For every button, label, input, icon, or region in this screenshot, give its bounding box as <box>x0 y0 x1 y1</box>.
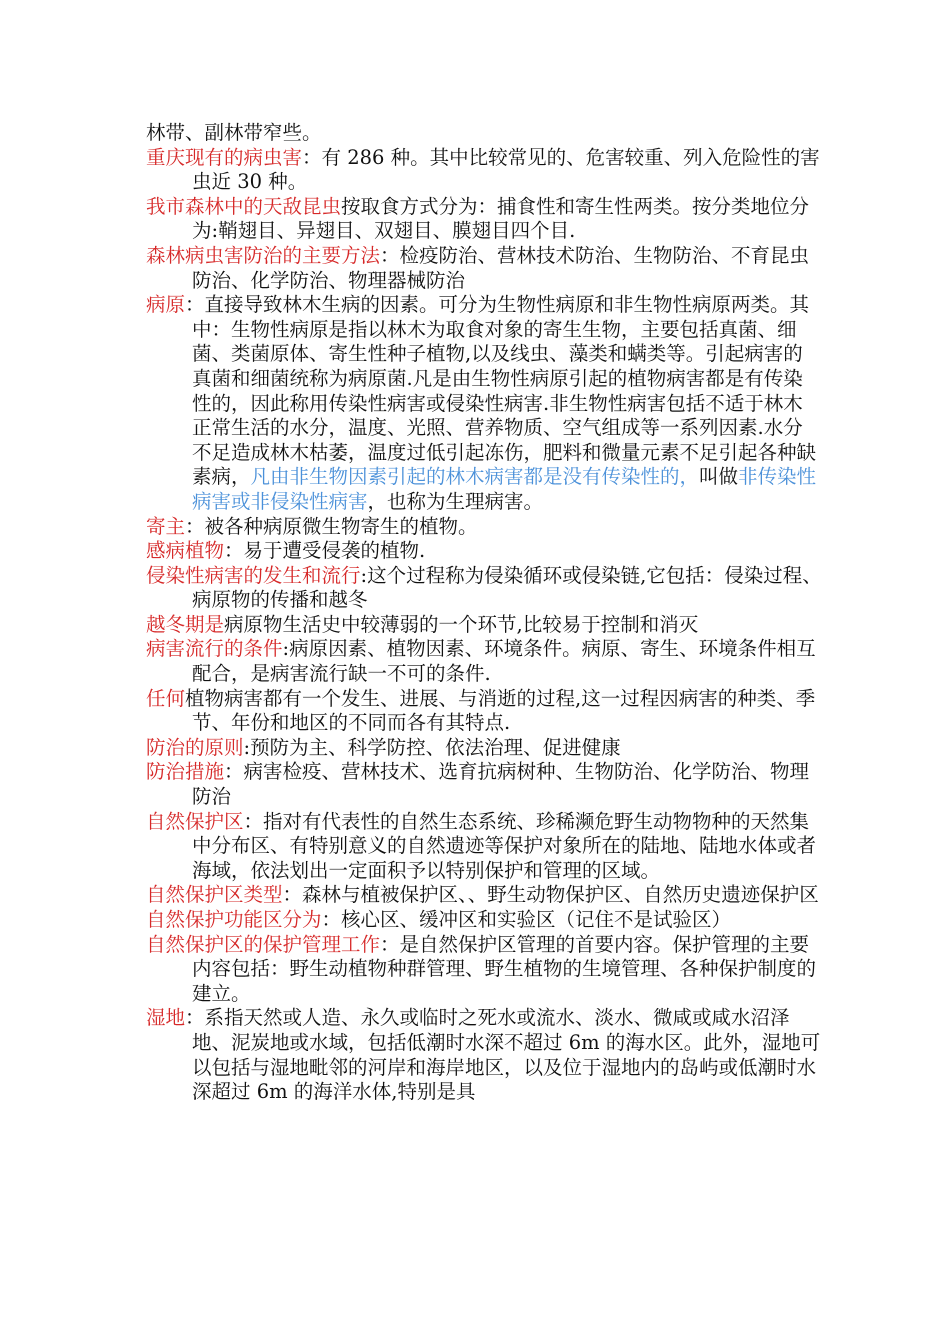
entry-natural-enemies <box>146 195 822 244</box>
entry-nature-reserve <box>146 810 822 884</box>
entry-term: 自然保护区的保护管理工作 <box>146 932 381 956</box>
entry-text: 按取食方式分为：捕食性和寄生性两类。按分类地位分为:鞘翅目、异翅目、双翅目、膜翅目四个目. <box>192 194 810 243</box>
entry-control-methods <box>146 244 822 293</box>
entry-text-tail: ，也称为生理病害。 <box>367 489 544 513</box>
entry-reserve-types <box>146 883 822 908</box>
entry-text: 林带、副林带窄些。 <box>146 121 322 144</box>
entry-term: 感病植物 <box>146 539 225 563</box>
entry-infection-cycle <box>146 564 822 613</box>
entry-any-disease <box>146 687 822 736</box>
entry-text: ：检疫防治、营林技术防治、生物防治、不育昆虫防治、化学防治、物理器械防治 <box>192 243 810 292</box>
entry-term: 森林病虫害防治的主要方法 <box>146 243 381 267</box>
entry-pests <box>146 146 822 195</box>
entry-term: 病原 <box>146 293 186 317</box>
entry-highlight: 非传染性病害或非侵染性病害 <box>192 465 817 513</box>
entry-text: :预防为主、科学防控、依法治理、促进健康 <box>243 735 621 759</box>
entry-term: 病害流行的条件 <box>146 637 283 661</box>
entry-control-principles <box>146 736 822 761</box>
entry-term: 越冬期是 <box>146 612 225 636</box>
entry-term: 重庆现有的病虫害 <box>146 145 303 169</box>
entry-text: :病原因素、植物因素、环境条件。病原、寄生、环境条件相互配合，是病害流行缺一不可的条件. <box>192 637 816 686</box>
entry-susceptible-plant <box>146 539 822 564</box>
entry-overwintering <box>146 613 822 638</box>
document-body <box>146 121 822 1105</box>
entry-text: ：指对有代表性的自然生态系统、珍稀濒危野生动物物种的天然集中分布区、有特别意义的自然遗迹等保护对象所在的陆地、陆地水体或者海域，依法划出一定面积予以特别保护和管理的区域。 <box>192 809 817 882</box>
entry-text-mid: 叫做 <box>699 465 739 489</box>
entry-text: ：直接导致林木生病的因素。可分为生物性病原和非生物性病原两类。其中：生物性病原是指以林木为取食对象的寄生生物，主要包括真菌、细菌、类菌原体、寄生性种子植物,以及线虫、藻类和螨类等。引起病害的真菌和细菌统称为病原菌.凡是由生物性病原引起的植物病害都是有传染性的，因此称用传染性病害或侵染性病害.非生物性病害包括不适于林木正常生活的水分，温度、光照、营养物质、空气组成等一系列因素.水分不足造成林木枯萎，温度过低引起冻伤，肥料和微量元素不足引起各种缺素病， <box>185 293 817 489</box>
entry-epidemic-conditions <box>146 637 822 686</box>
entry-term: 防治的原则 <box>146 735 244 759</box>
entry-highlight: 凡由非生物因素引起的林木病害都是没有传染性的， <box>250 465 700 489</box>
entry-reserve-management <box>146 933 822 1007</box>
entry-text: 植物病害都有一个发生、进展、与消逝的过程,这一过程因病害的种类、季节、年份和地区的不同而各有其特点. <box>185 686 816 735</box>
entry-term: 自然保护区类型 <box>146 883 283 907</box>
entry-text: ：病害检疫、营林技术、选育抗病树种、生物防治、化学防治、物理防治 <box>192 760 810 809</box>
entry-text: :这个过程称为侵染循环或侵染链,它包括：侵染过程、病原物的传播和越冬 <box>192 563 822 612</box>
entry-text: ：系指天然或人造、永久或临时之死水或流水、淡水、微咸或咸水沼泽地、泥炭地或水域，包括低潮时水深不超过 6m 的海水区。此外，湿地可以包括与湿地毗邻的河岸和海岸地区，以及位于湿地内的岛屿或低潮时水深超过 6m 的海洋水体,特别是具 <box>185 1006 821 1104</box>
entry-term: 自然保护功能区分为 <box>146 908 322 931</box>
entry-wetland <box>146 1006 822 1104</box>
entry-text: ：被各种病原微生物寄生的植物。 <box>185 514 478 538</box>
entry-text: ：核心区、缓冲区和实验区（记住不是试验区） <box>321 908 732 931</box>
entry-forest-belt <box>146 121 822 146</box>
entry-control-measures <box>146 760 822 809</box>
entry-text: ：森林与植被保护区、、野生动物保护区、自然历史遗迹保护区 <box>282 883 819 907</box>
entry-text: ：有 286 种。其中比较常见的、危害较重、列入危险性的害虫近 30 种。 <box>192 145 820 194</box>
entry-text: ：易于遭受侵袭的植物. <box>224 539 426 563</box>
entry-term: 侵染性病害的发生和流行 <box>146 563 361 587</box>
entry-text: 病原物生活史中较薄弱的一个环节,比较易于控制和消灭 <box>224 612 699 636</box>
entry-term: 寄主 <box>146 514 186 538</box>
entry-term: 自然保护区 <box>146 809 244 833</box>
entry-functional-zones <box>146 908 822 933</box>
entry-term: 湿地 <box>146 1006 186 1030</box>
entry-pathogen <box>146 293 822 514</box>
entry-term: 防治措施 <box>146 760 225 784</box>
entry-host <box>146 515 822 540</box>
entry-term: 任何 <box>146 686 186 710</box>
entry-term: 我市森林中的天敌昆虫 <box>146 194 342 218</box>
entry-text: ：是自然保护区管理的首要内容。保护管理的主要内容包括：野生动植物种群管理、野生植物的生境管理、各种保护制度的建立。 <box>192 932 817 1005</box>
